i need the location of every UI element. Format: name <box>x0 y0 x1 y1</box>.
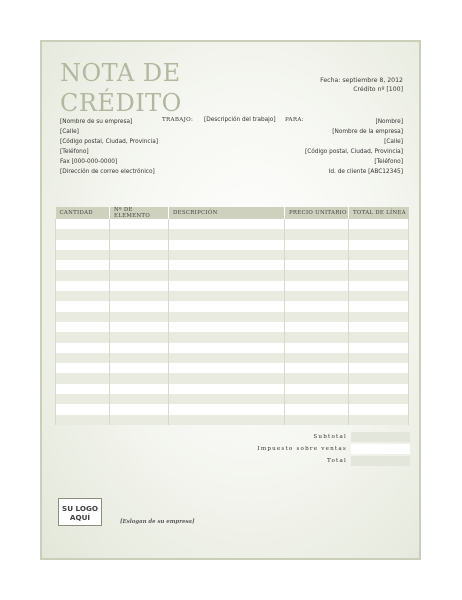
table-cell[interactable] <box>56 240 110 250</box>
table-cell[interactable] <box>285 415 349 425</box>
table-cell[interactable] <box>169 363 285 373</box>
table-cell[interactable] <box>56 270 110 280</box>
recipient-phone[interactable]: [Teléfono] <box>374 159 403 165</box>
job-description-field[interactable]: [Descripción del trabajo] <box>204 117 276 123</box>
table-cell[interactable] <box>110 219 169 229</box>
table-row <box>56 312 409 322</box>
table-cell[interactable] <box>169 332 285 342</box>
table-cell[interactable] <box>285 229 349 239</box>
table-cell[interactable] <box>285 343 349 353</box>
table-cell[interactable] <box>56 229 110 239</box>
table-row <box>56 332 409 342</box>
document-title <box>60 58 182 118</box>
table-row <box>56 404 409 414</box>
table-cell[interactable] <box>56 322 110 332</box>
logo-line-1: SU LOGO <box>62 504 98 513</box>
table-cell[interactable] <box>110 415 169 425</box>
tax-row <box>55 444 410 456</box>
table-cell[interactable] <box>169 394 285 404</box>
table-body <box>56 219 409 425</box>
table-cell[interactable] <box>56 312 110 322</box>
table-cell[interactable] <box>349 373 409 383</box>
table-row <box>56 270 409 280</box>
table-cell[interactable] <box>285 322 349 332</box>
table-cell[interactable] <box>285 281 349 291</box>
totals-block <box>55 432 410 468</box>
table-cell[interactable] <box>285 363 349 373</box>
recipient-name[interactable]: [Nombre] <box>375 119 403 125</box>
table-cell[interactable] <box>169 250 285 260</box>
table-cell[interactable] <box>349 270 409 280</box>
table-row <box>56 229 409 239</box>
table-cell[interactable] <box>349 219 409 229</box>
table-cell[interactable] <box>169 281 285 291</box>
table-cell[interactable] <box>169 312 285 322</box>
table-cell[interactable] <box>56 332 110 342</box>
table-cell[interactable] <box>349 353 409 363</box>
table-row <box>56 343 409 353</box>
sender-city[interactable]: [Código postal, Ciudad, Provincia] <box>60 139 159 145</box>
table-cell[interactable] <box>169 415 285 425</box>
total-label: Total <box>326 458 347 464</box>
table-cell[interactable] <box>110 270 169 280</box>
table-cell[interactable] <box>285 291 349 301</box>
table-cell[interactable] <box>349 394 409 404</box>
table-cell[interactable] <box>56 301 110 311</box>
table-cell[interactable] <box>110 322 169 332</box>
table-cell[interactable] <box>349 322 409 332</box>
header-item-number: Nº DE ELEMENTO <box>110 207 169 219</box>
table-cell[interactable] <box>110 229 169 239</box>
table-cell[interactable] <box>110 301 169 311</box>
table-cell[interactable] <box>169 270 285 280</box>
table-cell[interactable] <box>285 250 349 260</box>
tax-label: Impuesto sobre ventas <box>257 446 347 452</box>
table-cell[interactable] <box>285 301 349 311</box>
table-cell[interactable] <box>110 373 169 383</box>
table-row <box>56 240 409 250</box>
header-description: DESCRIPCIÓN <box>169 207 285 219</box>
table-cell[interactable] <box>169 260 285 270</box>
table-cell[interactable] <box>110 312 169 322</box>
table-cell[interactable] <box>56 250 110 260</box>
table-cell[interactable] <box>110 250 169 260</box>
table-cell[interactable] <box>110 332 169 342</box>
table-cell[interactable] <box>56 281 110 291</box>
table-cell[interactable] <box>56 373 110 383</box>
sender-block <box>60 117 158 177</box>
sender-email[interactable]: [Dirección de correo electrónico] <box>60 169 155 175</box>
recipient-city[interactable]: [Código postal, Ciudad, Provincia] <box>304 149 403 155</box>
table-cell[interactable] <box>349 260 409 270</box>
recipient-client-id[interactable]: Id. de cliente [ABC12345] <box>328 169 403 175</box>
table-cell[interactable] <box>285 404 349 414</box>
table-cell[interactable] <box>285 332 349 342</box>
subtotal-label: Subtotal <box>313 434 347 440</box>
table-cell[interactable] <box>110 353 169 363</box>
table-row <box>56 353 409 363</box>
table-row <box>56 373 409 383</box>
table-cell[interactable] <box>349 363 409 373</box>
recipient-label: PARA: <box>285 117 304 123</box>
table-cell[interactable] <box>56 415 110 425</box>
table-cell[interactable] <box>110 363 169 373</box>
table-row <box>56 291 409 301</box>
header-quantity: CANTIDAD <box>56 207 110 219</box>
table-cell[interactable] <box>349 415 409 425</box>
table-cell[interactable] <box>56 404 110 414</box>
recipient-company[interactable]: [Nombre de la empresa] <box>332 129 403 135</box>
table-row <box>56 363 409 373</box>
title-line-1: NOTA DE <box>60 59 181 87</box>
table-cell[interactable] <box>56 343 110 353</box>
table-cell[interactable] <box>169 384 285 394</box>
sender-fax[interactable]: Fax [000-000-0000] <box>60 159 118 165</box>
table-cell[interactable] <box>285 312 349 322</box>
table-cell[interactable] <box>169 229 285 239</box>
table-cell[interactable] <box>169 322 285 332</box>
table-cell[interactable] <box>110 240 169 250</box>
table-cell[interactable] <box>169 219 285 229</box>
table-cell[interactable] <box>169 343 285 353</box>
table-cell[interactable] <box>349 250 409 260</box>
tax-value[interactable] <box>351 444 410 454</box>
table-cell[interactable] <box>56 384 110 394</box>
table-cell[interactable] <box>110 384 169 394</box>
table-cell[interactable] <box>169 301 285 311</box>
table-cell[interactable] <box>349 384 409 394</box>
subtotal-value[interactable] <box>351 432 410 442</box>
table-cell[interactable] <box>285 394 349 404</box>
table-cell[interactable] <box>56 219 110 229</box>
document-meta <box>320 76 403 94</box>
table-cell[interactable] <box>56 260 110 270</box>
table-cell[interactable] <box>349 229 409 239</box>
table-cell[interactable] <box>56 291 110 301</box>
table-cell[interactable] <box>110 404 169 414</box>
table-cell[interactable] <box>349 291 409 301</box>
table-cell[interactable] <box>349 312 409 322</box>
credit-number-field[interactable]: Crédito nº [100] <box>353 86 403 93</box>
table-cell[interactable] <box>349 332 409 342</box>
table-header-row <box>56 207 409 219</box>
subtotal-row <box>55 432 410 444</box>
sender-street[interactable]: [Calle] <box>60 129 79 135</box>
table-row <box>56 384 409 394</box>
table-cell[interactable] <box>285 260 349 270</box>
table-cell[interactable] <box>169 404 285 414</box>
company-slogan[interactable]: [Eslogan de su empresa] <box>120 519 195 525</box>
table-cell[interactable] <box>169 373 285 383</box>
table-cell[interactable] <box>349 240 409 250</box>
table-cell[interactable] <box>110 281 169 291</box>
table-cell[interactable] <box>285 373 349 383</box>
line-items-table <box>55 207 409 425</box>
table-row <box>56 281 409 291</box>
table-row <box>56 250 409 260</box>
table-cell[interactable] <box>169 291 285 301</box>
sender-company[interactable]: [Nombre de su empresa] <box>60 119 133 125</box>
header-line-total: TOTAL DE LÍNEA <box>349 207 409 219</box>
job-label: TRABAJO: <box>162 117 194 123</box>
header-unit-price: PRECIO UNITARIO <box>285 207 349 219</box>
total-value[interactable] <box>351 456 410 466</box>
table-cell[interactable] <box>110 343 169 353</box>
table-cell[interactable] <box>110 394 169 404</box>
table-row <box>56 394 409 404</box>
table-cell[interactable] <box>56 394 110 404</box>
table-cell[interactable] <box>169 240 285 250</box>
total-row <box>55 456 410 468</box>
table-cell[interactable] <box>169 353 285 363</box>
table-cell[interactable] <box>56 353 110 363</box>
table-row <box>56 301 409 311</box>
table-cell[interactable] <box>110 291 169 301</box>
table-row <box>56 415 409 425</box>
table-cell[interactable] <box>349 281 409 291</box>
table-cell[interactable] <box>56 363 110 373</box>
recipient-block <box>305 117 403 177</box>
date-field[interactable]: Fecha: septiembre 8, 2012 <box>320 77 403 84</box>
table-row <box>56 322 409 332</box>
table-cell[interactable] <box>285 353 349 363</box>
table-cell[interactable] <box>349 343 409 353</box>
table-row <box>56 260 409 270</box>
logo-line-2: AQUÍ <box>69 513 91 522</box>
sender-phone[interactable]: [Teléfono] <box>60 149 89 155</box>
recipient-street[interactable]: [Calle] <box>384 139 403 145</box>
table-cell[interactable] <box>110 260 169 270</box>
credit-note-page <box>40 40 421 560</box>
table-cell[interactable] <box>349 404 409 414</box>
table-row <box>56 219 409 229</box>
title-line-2: CRÉDITO <box>60 89 182 117</box>
table-cell[interactable] <box>285 270 349 280</box>
table-cell[interactable] <box>285 240 349 250</box>
table-cell[interactable] <box>285 384 349 394</box>
table-cell[interactable] <box>349 301 409 311</box>
logo-placeholder[interactable] <box>58 498 102 526</box>
table-cell[interactable] <box>285 219 349 229</box>
